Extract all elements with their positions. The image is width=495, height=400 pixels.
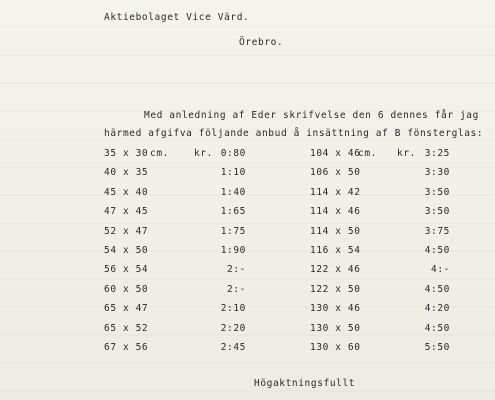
left-size: 52 x 47 [104,225,149,237]
left-size: 45 x 40 [104,186,149,198]
left-price: 2:- [227,283,246,295]
right-price: 3:75 [424,225,450,237]
right-price: 3:25 [424,148,450,159]
right-size: 116 x 54 [310,245,361,256]
right-currency: kr. [397,148,416,159]
right-size: 130 x 50 [310,322,361,334]
right-size: 106 x 50 [310,167,361,179]
right-unit: cm. [358,148,377,159]
city: Örebro. [239,37,284,48]
left-size: 65 x 52 [104,322,149,334]
left-price: 2:45 [220,342,246,353]
right-price: 4:50 [424,322,450,334]
closing: Högaktningsfullt [254,378,356,389]
left-size: 35 x 30 [104,148,149,159]
left-size: 54 x 50 [104,245,149,256]
right-price: 5:50 [424,342,450,353]
left-size: 47 x 45 [104,206,149,218]
left-price: 1:75 [220,225,246,237]
left-price: 2:20 [220,322,246,334]
left-size: 56 x 54 [104,264,149,276]
left-price: 0:80 [220,148,246,159]
right-size: 114 x 50 [310,225,361,237]
right-size: 114 x 46 [310,206,361,218]
intro-line-1: Med anledning af Eder skrifvelse den 6 dennes får jag [144,110,479,121]
left-price: 1:90 [220,245,246,256]
addressee: Aktiebolaget Vice Värd. [104,12,250,23]
right-size: 130 x 60 [310,342,361,353]
left-price: 2:- [227,264,246,276]
right-size: 104 x 46 [310,148,361,159]
right-price: 4:20 [424,303,450,315]
left-unit: cm. [150,148,169,159]
left-size: 60 x 50 [104,283,149,295]
left-currency: kr. [194,148,213,159]
right-price: 3:50 [424,186,450,198]
left-price: 1:40 [220,186,246,198]
left-price: 1:65 [220,206,246,218]
intro-line-2: härmed afgifva följande anbud å insättning af B fönsterglas: [104,128,484,139]
right-size: 114 x 42 [310,186,361,198]
left-size: 67 x 56 [104,342,149,353]
right-price: 4:50 [424,245,450,256]
left-size: 65 x 47 [104,303,149,315]
right-size: 130 x 46 [310,303,361,315]
right-price: 3:30 [424,167,450,179]
right-size: 122 x 50 [310,283,361,295]
right-price: 4:- [431,264,450,276]
left-price: 1:10 [220,167,246,179]
left-size: 40 x 35 [104,167,149,179]
right-price: 3:50 [424,206,450,218]
right-price: 4:50 [424,283,450,295]
left-price: 2:10 [220,303,246,315]
right-size: 122 x 46 [310,264,361,276]
